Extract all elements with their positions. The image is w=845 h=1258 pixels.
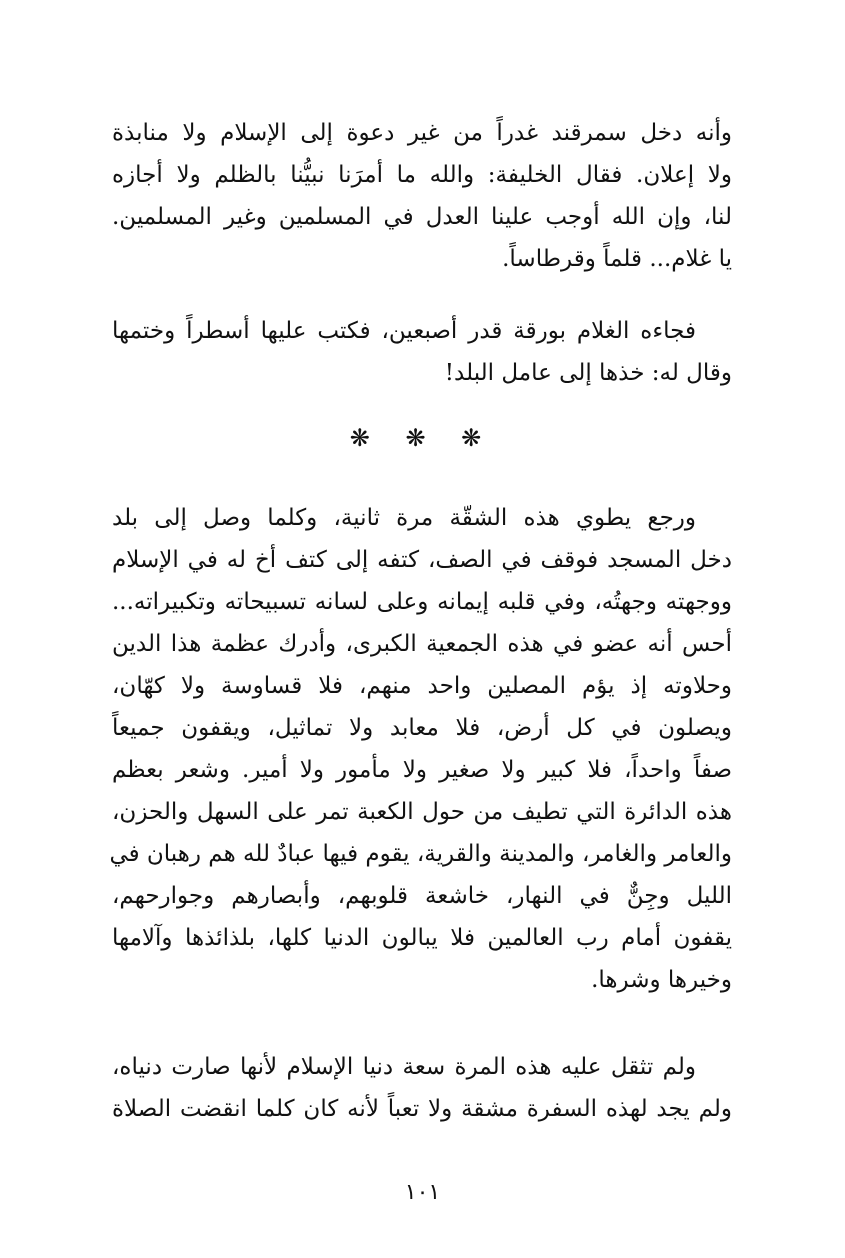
text-line: وقال له: خذها إلى عامل البلد! (444, 360, 732, 386)
text-line: وخيرها وشرها. (591, 967, 732, 993)
text-line: ويصلون في كل أرض، فلا معابد ولا تماثيل، ويقفون جميعاً (112, 715, 732, 741)
page-number: ١٠١ (404, 1180, 441, 1205)
text-line: والعامر والغامر، والمدينة والقرية، يقوم فيها عبادٌ لله هم رهبان في (109, 841, 732, 867)
paragraph-3 (109, 497, 732, 1001)
text-line: صفاً واحداً، فلا كبير ولا صغير ولا مأمور ولا أمير. وشعر بعظم (112, 757, 732, 783)
paragraph-1 (112, 112, 732, 280)
paragraph-4 (112, 1046, 732, 1130)
text-line: ولم يجد لهذه السفرة مشقة ولا تعباً لأنه كان كلما انقضت الصلاة (112, 1096, 732, 1122)
text-line: هذه الدائرة التي تطيف من حول الكعبة تمر على السهل والحزن، (112, 799, 732, 825)
text-line: وأنه دخل سمرقند غدراً من غير دعوة إلى الإسلام ولا منابذة (112, 120, 732, 146)
text-line: يقفون أمام رب العالمين فلا يبالون الدنيا كلها، بلذائذها وآلامها (112, 925, 732, 951)
text-line: ووجهته وجهتُه، وفي قلبه إيمانه وعلى لسانه تسبيحاته وتكبيراته... (112, 589, 732, 615)
text-line: ولم تثقل عليه هذه المرة سعة دنيا الإسلام لأنها صارت دنياه، (112, 1054, 696, 1080)
text-line: يا غلام... قلماً وقرطاساً. (502, 246, 732, 272)
text-line: فجاءه الغلام بورقة قدر أصبعين، فكتب عليها أسطراً وختمها (112, 318, 696, 344)
text-line: الليل وجِنٌّ في النهار، خاشعة قلوبهم، وأبصارهم وجوارحهم، (112, 883, 732, 909)
text-line: لنا، وإن الله أوجب علينا العدل في المسلمين وغير المسلمين. (112, 204, 732, 230)
text-line: وحلاوته إذ يؤم المصلين واحد منهم، فلا قساوسة ولا كهّان، (112, 673, 732, 699)
section-separator: ❋ ❋ ❋ (349, 424, 496, 452)
paragraph-2 (112, 310, 732, 394)
text-line: ورجع يطوي هذه الشقّة مرة ثانية، وكلما وصل إلى بلد (112, 505, 696, 531)
text-line: أحس أنه عضو في هذه الجمعية الكبرى، وأدرك عظمة هذا الدين (112, 631, 732, 657)
text-line: دخل المسجد فوقف في الصف، كتفه إلى كتف أخ له في الإسلام (112, 547, 732, 573)
text-line: ولا إعلان. فقال الخليفة: والله ما أمرَنا نبيُّنا بالظلم ولا أجازه (112, 162, 732, 188)
